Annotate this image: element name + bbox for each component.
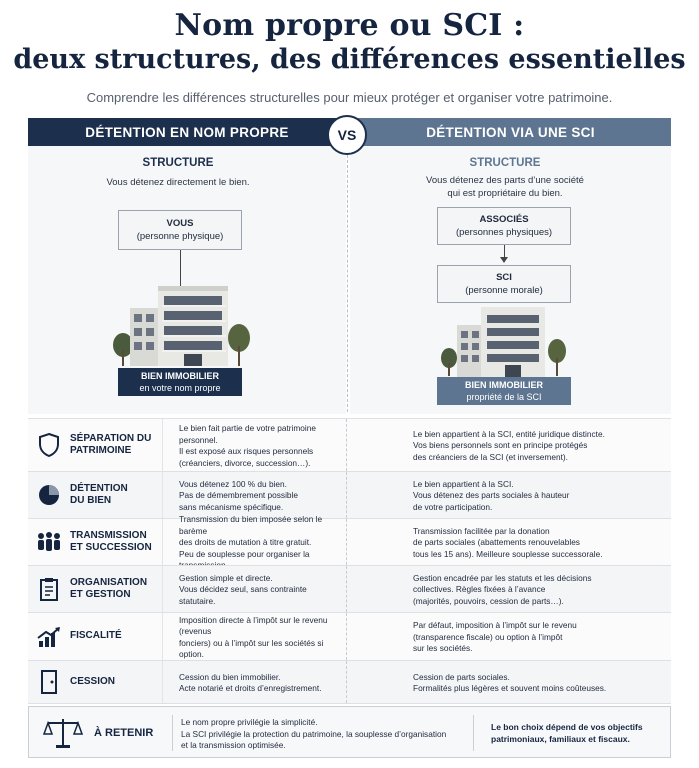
row-left-text: Imposition directe à l’impôt sur le revenu (revenus fonciers) ou à l’impôt sur les sociétés si option. (179, 614, 328, 659)
door-icon (28, 669, 70, 695)
comparison-table (28, 418, 671, 704)
vs-badge: VS (327, 115, 367, 155)
page-title: Nom propre ou SCI : (174, 8, 525, 43)
row-left-text: Le bien fait partie de votre patrimoine personnel. Il est exposé aux risques personnels (créanciers, divorce, succession…). (179, 423, 316, 468)
building-illustration-left (108, 280, 253, 370)
row-left-text: Vous détenez 100 % du bien. Pas de démembrement possible sans mécanisme spécifique. (179, 478, 298, 512)
property-plate-title-right: BIEN IMMOBILIER (465, 380, 543, 390)
takeaway-title: À RETENIR (94, 727, 154, 739)
table-row (28, 514, 671, 565)
property-plate-sub-right: propriété de la SCI (466, 392, 542, 402)
owner-box-subtitle: (personne physique) (136, 231, 224, 242)
pie-chart-icon (28, 483, 70, 507)
structure-description-right: Vous détenez des parts d’une société qui est propriétaire du bien. (426, 175, 584, 199)
takeaway-note: Le bon choix dépend de vos objectifs patrimoniaux, familiaux et fiscaux. (491, 722, 643, 744)
structure-title-left: STRUCTURE (142, 157, 214, 169)
page-title-line2: deux structures, des différences essentielles (13, 44, 686, 75)
growth-chart-icon (28, 626, 70, 648)
associes-box-subtitle: (personnes physiques) (455, 227, 553, 238)
key-takeaway-box (28, 706, 671, 758)
column-header-nom-propre: DÉTENTION EN NOM PROPRE (28, 118, 346, 146)
row-label: ORGANISATION ET GESTION (70, 576, 148, 600)
property-plate-sub-left: en votre nom propre (139, 383, 221, 393)
table-row (28, 565, 671, 612)
takeaway-separator (172, 715, 173, 751)
row-label: SÉPARATION DU PATRIMOINE (70, 432, 152, 456)
entity-box-sci (437, 265, 571, 303)
structure-description-left: Vous détenez directement le bien. (106, 177, 250, 188)
family-icon (28, 531, 70, 553)
arrow-down-icon (500, 257, 508, 263)
owner-box-associes (437, 207, 571, 245)
row-left-text: Gestion simple et directe. Vous décidez seul, sans contrainte statutaire. (179, 572, 307, 606)
structure-title-right: STRUCTURE (469, 157, 541, 169)
row-right-text: Le bien appartient à la SCI. Vous détenez des parts sociales à hauteur de votre participation. (413, 478, 570, 512)
row-right-text: Le bien appartient à la SCI, entité juridique distincte. Vos biens personnels sont en principe protégés des créanciers de la SCI (et inversement). (413, 428, 605, 462)
property-plate-left (118, 368, 242, 396)
property-plate-title-left: BIEN IMMOBILIER (141, 371, 219, 381)
table-row (28, 660, 671, 704)
row-label: TRANSMISSION ET SUCCESSION (70, 529, 152, 553)
row-left-text: Cession du bien immobilier. Acte notarié et droits d’enregistrement. (179, 671, 322, 693)
table-row (28, 471, 671, 518)
page-subtitle: Comprendre les différences structurelles pour mieux protéger et organiser votre patrimoine. (86, 90, 613, 105)
associes-box-title: ASSOCIÉS (479, 214, 529, 225)
takeaway-separator-2 (473, 715, 474, 751)
scales-icon (43, 716, 83, 750)
row-label: CESSION (70, 675, 116, 687)
row-right-text: Transmission facilitée par la donation de parts sociales (abattements renouvelables tous les 15 ans). Meilleure souplesse successorale. (413, 525, 603, 559)
row-left-text: Transmission du bien imposée selon le barème des droits de mutation à titre gratuit. Peu de souplesse pour organiser la (179, 514, 323, 559)
row-right-text: Cession de parts sociales. Formalités plus légères et souvent moins coûteuses. (413, 671, 607, 693)
building-illustration-right (437, 303, 572, 377)
panel-divider (347, 150, 348, 412)
column-header-sci: DÉTENTION VIA UNE SCI (350, 118, 671, 146)
sci-box-subtitle: (personne morale) (465, 285, 543, 296)
clipboard-icon (28, 576, 70, 602)
row-right-text: Gestion encadrée par les statuts et les décisions collectives. Règles fixées à l’avance (majorités, pouvoirs, cession de parts…). (413, 572, 592, 606)
row-right-text: Par défaut, imposition à l’impôt sur le revenu (transparence fiscale) ou option à l’impôt sur les sociétés. (413, 620, 577, 654)
row-label: FISCALITÉ (70, 630, 122, 642)
table-row (28, 612, 671, 660)
shield-icon (28, 432, 70, 458)
row-label: DÉTENTION DU BIEN (70, 482, 128, 506)
sci-box-title: SCI (496, 272, 512, 283)
owner-box-vous (118, 210, 242, 250)
takeaway-text: Le nom propre privilégie la simplicité. La SCI privilégie la protection du patrimoine, la souplesse d’organisation et la transmission optimisée. (181, 717, 447, 750)
table-row (28, 418, 671, 471)
property-plate-right (437, 377, 571, 405)
owner-box-title: VOUS (166, 218, 194, 229)
